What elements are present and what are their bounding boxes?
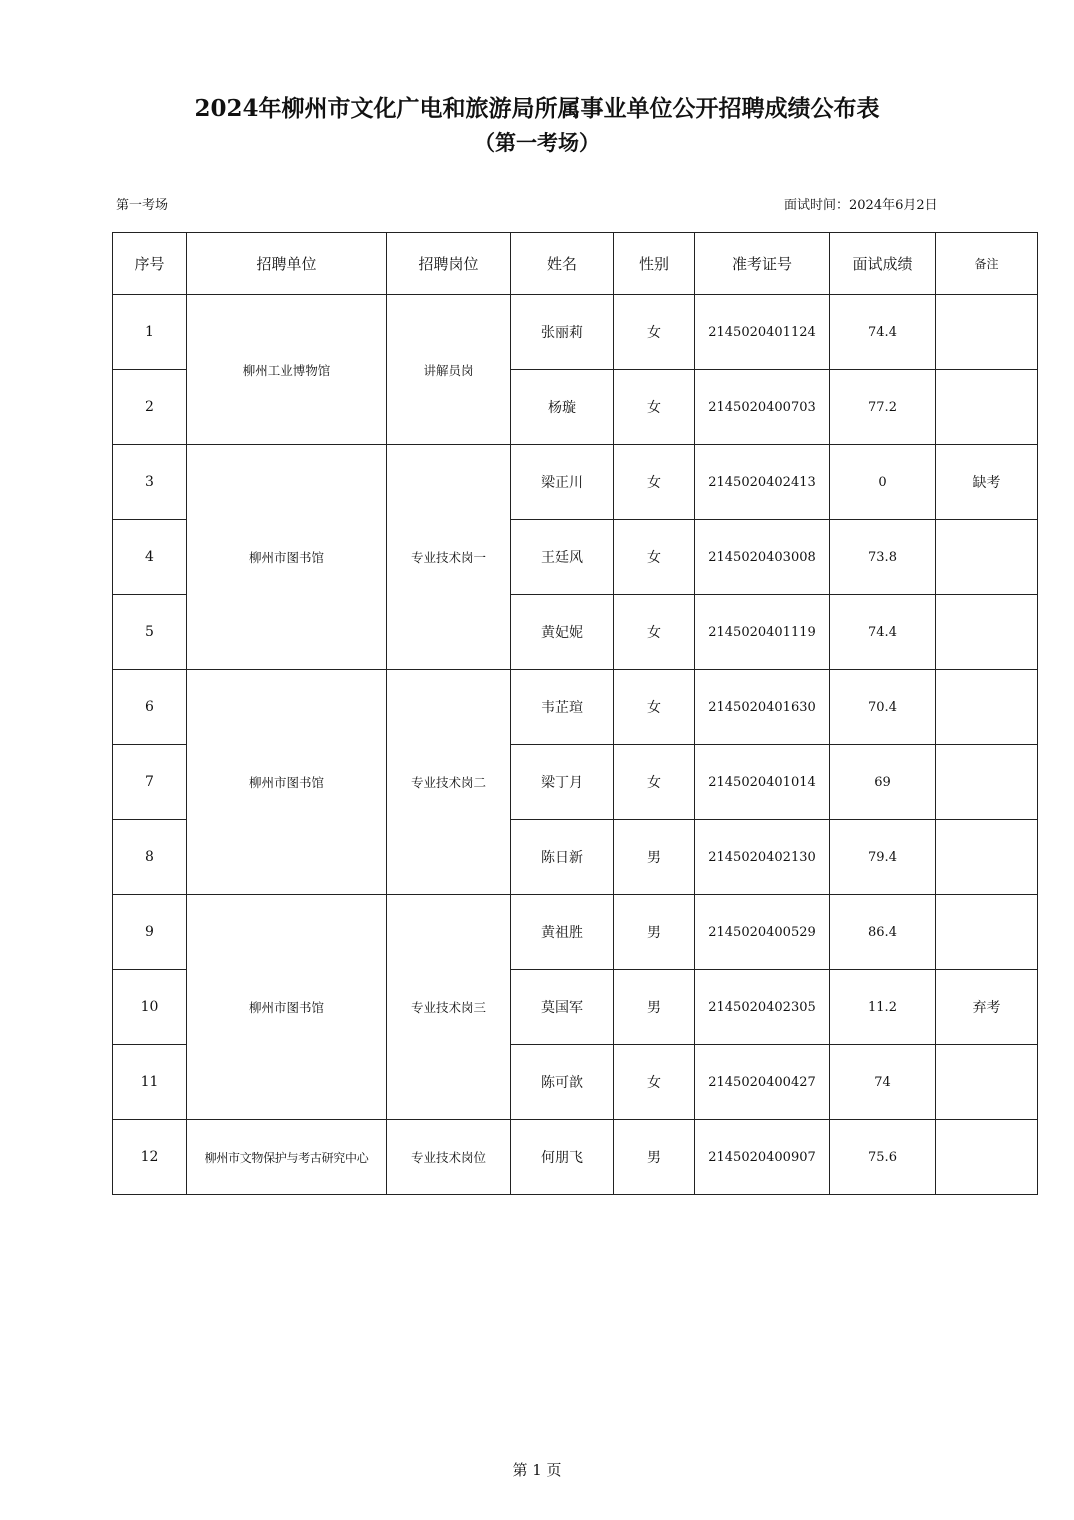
cell-score: 79.4 (830, 820, 936, 895)
cell-name: 黄祖胜 (511, 895, 614, 970)
cell-remark: 弃考 (936, 970, 1038, 1045)
cell-seq: 1 (113, 295, 187, 370)
cell-seq: 3 (113, 445, 187, 520)
cell-remark (936, 1045, 1038, 1120)
cell-gender: 女 (614, 520, 695, 595)
cell-remark (936, 295, 1038, 370)
table-row (113, 295, 1038, 370)
cell-seq: 11 (113, 1045, 187, 1120)
cell-post: 专业技术岗位 (387, 1120, 511, 1195)
cell-name: 莫国军 (511, 970, 614, 1045)
cell-gender: 女 (614, 295, 695, 370)
cell-remark (936, 595, 1038, 670)
cell-score: 70.4 (830, 670, 936, 745)
cell-score: 74.4 (830, 595, 936, 670)
cell-name: 何朋飞 (511, 1120, 614, 1195)
page-number: 第 1 页 (512, 1461, 562, 1479)
interview-time: 面试时间：2024年6月2日 (784, 198, 938, 213)
cell-unit: 柳州工业博物馆 (187, 295, 387, 445)
page-title: 2024年柳州市文化广电和旅游局所属事业单位公开招聘成绩公布表 (194, 95, 880, 122)
page-subtitle: （第一考场） (474, 130, 600, 155)
cell-ticket: 2145020400427 (695, 1045, 830, 1120)
cell-ticket: 2145020402413 (695, 445, 830, 520)
venue-label: 第一考场 (116, 198, 169, 213)
cell-gender: 女 (614, 670, 695, 745)
cell-gender: 男 (614, 895, 695, 970)
cell-ticket: 2145020401630 (695, 670, 830, 745)
cell-name: 陈可歆 (511, 1045, 614, 1120)
header-post: 招聘岗位 (387, 233, 511, 295)
cell-name: 梁正川 (511, 445, 614, 520)
cell-ticket: 2145020401119 (695, 595, 830, 670)
cell-gender: 女 (614, 445, 695, 520)
cell-name: 王廷风 (511, 520, 614, 595)
cell-name: 韦芷瑄 (511, 670, 614, 745)
cell-score: 86.4 (830, 895, 936, 970)
cell-score: 11.2 (830, 970, 936, 1045)
cell-score: 77.2 (830, 370, 936, 445)
cell-score: 74 (830, 1045, 936, 1120)
table-row (113, 1120, 1038, 1195)
cell-seq: 12 (113, 1120, 187, 1195)
cell-score: 73.8 (830, 520, 936, 595)
cell-remark (936, 745, 1038, 820)
cell-gender: 男 (614, 970, 695, 1045)
cell-name: 黄妃妮 (511, 595, 614, 670)
cell-ticket: 2145020401014 (695, 745, 830, 820)
cell-gender: 女 (614, 595, 695, 670)
cell-remark (936, 820, 1038, 895)
cell-seq: 10 (113, 970, 187, 1045)
cell-name: 陈日新 (511, 820, 614, 895)
header-row (113, 233, 1038, 295)
header-unit: 招聘单位 (187, 233, 387, 295)
cell-seq: 4 (113, 520, 187, 595)
cell-score: 75.6 (830, 1120, 936, 1195)
cell-score: 74.4 (830, 295, 936, 370)
cell-gender: 女 (614, 1045, 695, 1120)
cell-seq: 2 (113, 370, 187, 445)
cell-ticket: 2145020403008 (695, 520, 830, 595)
cell-remark (936, 895, 1038, 970)
cell-seq: 6 (113, 670, 187, 745)
header-name: 姓名 (511, 233, 614, 295)
cell-name: 张丽莉 (511, 295, 614, 370)
header-gender: 性别 (614, 233, 695, 295)
cell-post: 专业技术岗三 (387, 895, 511, 1120)
cell-unit: 柳州市图书馆 (187, 895, 387, 1120)
cell-remark: 缺考 (936, 445, 1038, 520)
cell-seq: 5 (113, 595, 187, 670)
header-remark: 备注 (936, 233, 1038, 295)
cell-unit: 柳州市图书馆 (187, 445, 387, 670)
cell-score: 69 (830, 745, 936, 820)
cell-remark (936, 370, 1038, 445)
table-row (113, 445, 1038, 520)
cell-ticket: 2145020402130 (695, 820, 830, 895)
cell-seq: 7 (113, 745, 187, 820)
cell-unit: 柳州市图书馆 (187, 670, 387, 895)
cell-remark (936, 1120, 1038, 1195)
cell-seq: 8 (113, 820, 187, 895)
cell-name: 梁丁月 (511, 745, 614, 820)
cell-gender: 男 (614, 820, 695, 895)
cell-name: 杨璇 (511, 370, 614, 445)
cell-ticket: 2145020400907 (695, 1120, 830, 1195)
table-row (113, 895, 1038, 970)
cell-remark (936, 520, 1038, 595)
cell-post: 专业技术岗二 (387, 670, 511, 895)
cell-gender: 女 (614, 370, 695, 445)
header-ticket: 准考证号 (695, 233, 830, 295)
cell-gender: 男 (614, 1120, 695, 1195)
cell-unit: 柳州市文物保护与考古研究中心 (187, 1120, 387, 1195)
cell-post: 专业技术岗一 (387, 445, 511, 670)
cell-ticket: 2145020400529 (695, 895, 830, 970)
cell-ticket: 2145020401124 (695, 295, 830, 370)
header-seq: 序号 (113, 233, 187, 295)
cell-gender: 女 (614, 745, 695, 820)
score-table (112, 232, 1038, 1195)
cell-post: 讲解员岗 (387, 295, 511, 445)
cell-remark (936, 670, 1038, 745)
cell-ticket: 2145020402305 (695, 970, 830, 1045)
table-row (113, 670, 1038, 745)
cell-seq: 9 (113, 895, 187, 970)
cell-score: 0 (830, 445, 936, 520)
header-score: 面试成绩 (830, 233, 936, 295)
cell-ticket: 2145020400703 (695, 370, 830, 445)
